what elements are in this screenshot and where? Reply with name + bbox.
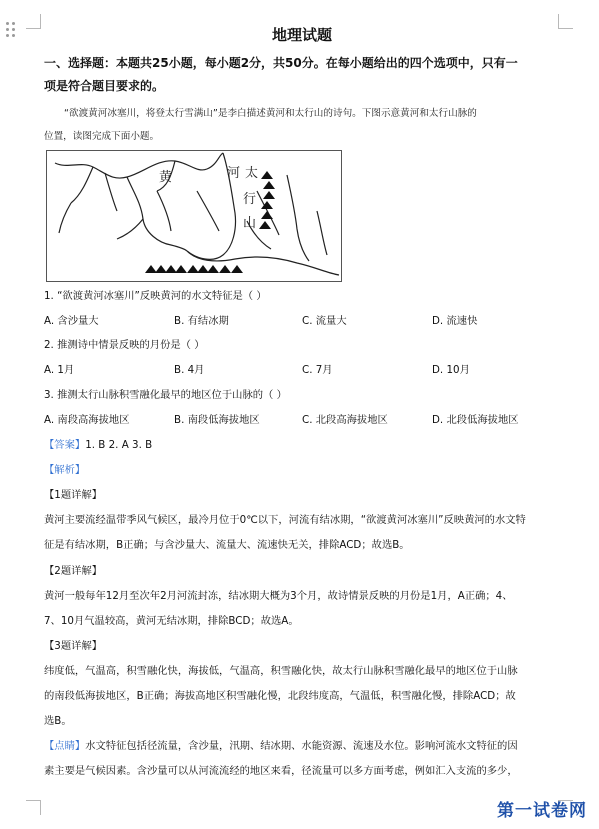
q2-option-b[interactable]: B. 4月 xyxy=(174,364,205,376)
tip-label: 【点睛】 xyxy=(44,740,86,752)
section-heading: 一、选择题：本题共25小题，每小题2分，共50分。在每小题给出的四个选项中，只有一 xyxy=(44,56,518,70)
question-3-stem: 3. 推测太行山脉积雪融化最早的地区位于山脉的（ ） xyxy=(44,389,287,401)
answer-line xyxy=(44,436,152,451)
q3-option-a[interactable]: A. 南段高海拔地区 xyxy=(44,414,130,426)
page-corner-mark xyxy=(26,800,41,815)
question-1-stem: 1. “欲渡黄河冰塞川”反映黄河的水文特征是（ ） xyxy=(44,290,267,302)
explain-3-text: 纬度低，气温高，积雪融化快，海拔低，气温高，积雪融化快，故太行山脉积雪融化最早的地区位于山脉 xyxy=(44,665,518,677)
explain-3-text-end: 选B。 xyxy=(44,715,72,727)
map-label-shan: 山 xyxy=(243,216,257,231)
q1-option-a[interactable]: A. 含沙量大 xyxy=(44,315,99,327)
tip-text: 水文特征包括径流量，含沙量，汛期、结冰期、水能资源、流速及水位。影响河流水文特征的因 xyxy=(85,740,518,752)
question-2-stem: 2. 推测诗中情景反映的月份是（ ） xyxy=(44,339,205,351)
q2-option-d[interactable]: D. 10月 xyxy=(432,364,470,376)
analysis-label: 【解析】 xyxy=(44,464,86,476)
page-corner-mark xyxy=(26,14,41,29)
q2-option-a[interactable]: A. 1月 xyxy=(44,364,75,376)
q3-option-c[interactable]: C. 北段高海拔地区 xyxy=(302,414,388,426)
explain-1-head: 【1题详解】 xyxy=(44,489,103,501)
drag-handle-icon[interactable] xyxy=(6,22,16,38)
q2-option-c[interactable]: C. 7月 xyxy=(302,364,333,376)
q3-option-b[interactable]: B. 南段低海拔地区 xyxy=(174,414,260,426)
explain-3-head: 【3题详解】 xyxy=(44,640,103,652)
river-mountain-map xyxy=(47,151,341,281)
explain-3-text-cont: 的南段低海拔地区，B正确；海拔高地区积雪融化慢，北段纬度高，气温低，积雪融化慢，排除ACD；故 xyxy=(44,690,516,702)
site-watermark-logo: 第一试卷网 xyxy=(497,801,587,821)
map-label-xing: 行 xyxy=(243,192,257,207)
q1-option-b[interactable]: B. 有结冰期 xyxy=(174,315,229,327)
answer-label: 【答案】 xyxy=(44,439,86,451)
explain-1-text-cont: 征是有结冰期，B正确；与含沙量大、流量大、流速快无关，排除ACD；故选B。 xyxy=(44,539,410,551)
intro-text-cont: 位置，读图完成下面小题。 xyxy=(44,131,160,142)
tip-line xyxy=(44,737,518,752)
map-figure xyxy=(46,150,342,282)
tip-text-cont: 素主要是气候因素。含沙量可以从河流流经的地区来看，径流量可以多方面考虑，例如汇入支流的多少， xyxy=(44,765,518,777)
explain-2-head: 【2题详解】 xyxy=(44,565,103,577)
map-label-tai: 太 xyxy=(245,166,259,181)
explain-2-text: 黄河一般每年12月至次年2月河流封冻，结冰期大概为3个月，故诗情景反映的月份是1月，A正确；4、 xyxy=(44,590,513,602)
q3-option-d[interactable]: D. 北段低海拔地区 xyxy=(432,414,519,426)
answer-text: 1. B 2. A 3. B xyxy=(85,439,153,451)
map-label-huang: 黄 xyxy=(159,170,173,185)
q1-option-d[interactable]: D. 流速快 xyxy=(432,315,478,327)
page-corner-mark xyxy=(558,14,573,29)
explain-1-text: 黄河主要流经温带季风气候区，最冷月位于0℃以下，河流有结冰期，“欲渡黄河冰塞川”反映黄河的水文特 xyxy=(44,514,526,526)
explain-2-text-cont: 7、10月气温较高，黄河无结冰期，排除BCD；故选A。 xyxy=(44,615,299,627)
section-heading-cont: 项是符合题目要求的。 xyxy=(44,79,165,93)
intro-text: “欲渡黄河冰塞川，将登太行雪满山”是李白描述黄河和太行山的诗句。下图示意黄河和太行山脉的 xyxy=(64,108,477,119)
map-label-he: 河 xyxy=(227,166,241,181)
q1-option-c[interactable]: C. 流量大 xyxy=(302,315,347,327)
page-title: 地理试题 xyxy=(271,26,332,44)
